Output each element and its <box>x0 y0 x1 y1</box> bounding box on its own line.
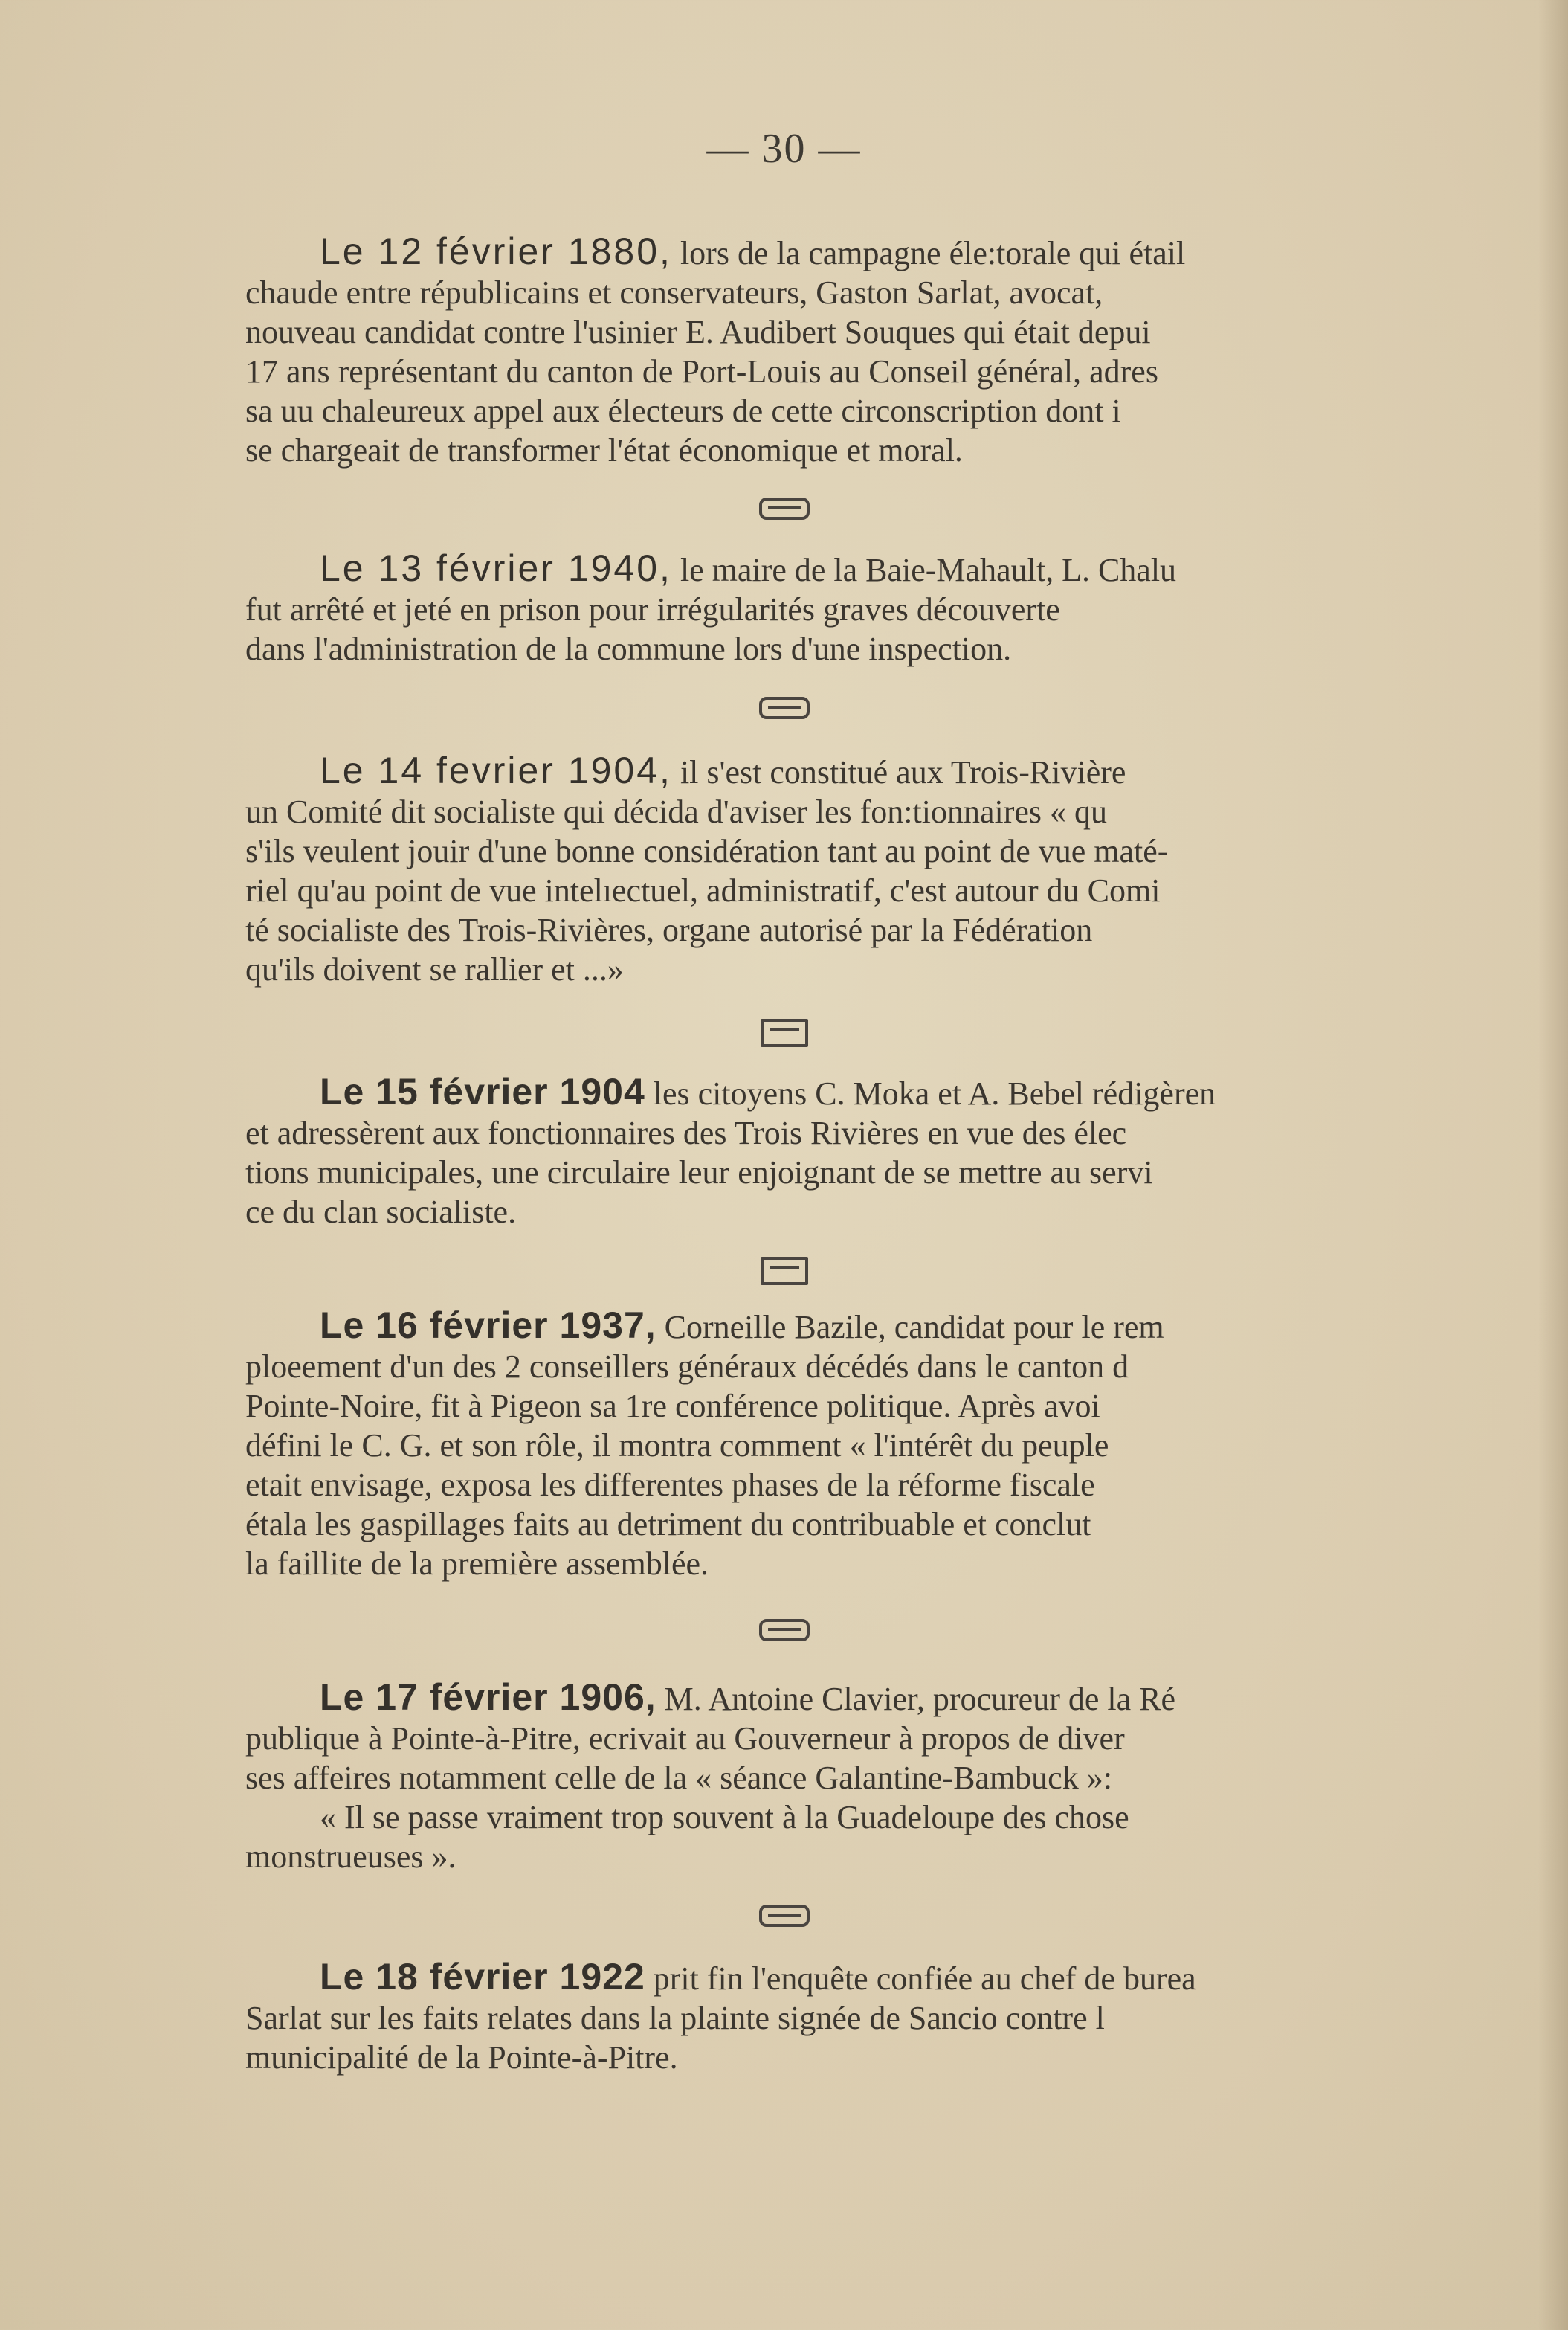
ornament-divider <box>0 1904 1568 1934</box>
entry-line: ploeement d'un des 2 conseillers généraux décédés dans le canton d <box>245 1348 1129 1385</box>
entry-line: riel qu'au point de vue intelıectuel, administratif, c'est autour du Comi <box>245 872 1161 909</box>
entry-line: M. Antoine Clavier, procureur de la Ré <box>664 1681 1176 1717</box>
entry-14-fevrier <box>245 751 1568 989</box>
entry-lead-date: Le 14 fevrier 1904, <box>320 751 672 791</box>
entry-13-fevrier <box>245 549 1568 669</box>
ornament-divider <box>0 1019 1568 1054</box>
entry-line: la faillite de la première assemblée. <box>245 1545 709 1582</box>
entry-line: il s'est constitué aux Trois-Rivière <box>680 754 1126 791</box>
entry-line: s'ils veulent jouir d'une bonne considération tant au point de vue maté- <box>245 833 1169 869</box>
ornament-divider <box>0 1618 1568 1648</box>
entry-lead-date: Le 13 février 1940, <box>320 549 672 589</box>
entry-line: Pointe-Noire, fit à Pigeon sa 1re conférence politique. Après avoi <box>245 1388 1100 1424</box>
entry-line: chaude entre républicains et conservateurs, Gaston Sarlat, avocat, <box>245 274 1103 311</box>
entry-line: ce du clan socialiste. <box>245 1194 517 1230</box>
entry-lead-date: Le 17 février 1906, <box>320 1678 656 1718</box>
page-number: — 30 — <box>706 126 862 172</box>
entry-line: « Il se passe vraiment trop souvent à la Guadeloupe des chose <box>320 1799 1129 1835</box>
entry-line: étala les gaspillages faits au detriment du contribuable et conclut <box>245 1506 1091 1542</box>
entry-line: les citoyens C. Moka et A. Bebel rédigèren <box>653 1075 1216 1112</box>
entry-line: fut arrêté et jeté en prison pour irrégularités graves découverte <box>245 591 1060 628</box>
entry-12-fevrier <box>245 232 1568 470</box>
ornament-divider <box>0 696 1568 726</box>
entry-line: qu'ils doivent se rallier et ...» <box>245 951 624 988</box>
entry-line: municipalité de la Pointe-à-Pitre. <box>245 2039 678 2076</box>
entry-line: monstrueuses ». <box>245 1838 456 1875</box>
entry-line: 17 ans représentant du canton de Port-Louis au Conseil général, adres <box>245 353 1158 390</box>
entry-line: dans l'administration de la commune lors d'une inspection. <box>245 631 1012 667</box>
entry-line: nouveau candidat contre l'usinier E. Audibert Souques qui était depui <box>245 314 1151 350</box>
entry-line: ses affeires notamment celle de la « séance Galantine-Bambuck »: <box>245 1760 1112 1796</box>
entry-line: et adressèrent aux fonctionnaires des Trois Rivières en vue des élec <box>245 1115 1127 1151</box>
entry-line: un Comité dit socialiste qui décida d'aviser les fon:tionnaires « qu <box>245 794 1108 830</box>
entry-17-fevrier <box>245 1678 1568 1876</box>
entry-line: Sarlat sur les faits relates dans la plainte signée de Sancio contre l <box>245 2000 1105 2036</box>
entry-line: té socialiste des Trois-Rivières, organe autorisé par la Fédération <box>245 912 1093 948</box>
entry-line: etait envisage, exposa les differentes phases de la réforme fiscale <box>245 1467 1095 1503</box>
entry-line: défini le C. G. et son rôle, il montra comment « l'intérêt du peuple <box>245 1427 1109 1464</box>
entry-lead-date: Le 18 février 1922 <box>320 1957 645 1998</box>
entry-line: Corneille Bazile, candidat pour le rem <box>664 1309 1164 1345</box>
entry-line: prit fin l'enquête confiée au chef de burea <box>653 1960 1196 1997</box>
ornament-divider <box>0 497 1568 527</box>
entry-line: le maire de la Baie-Mahault, L. Chalu <box>680 552 1177 588</box>
entry-lead-date: Le 16 février 1937, <box>320 1306 656 1346</box>
entry-lead-date: Le 12 février 1880, <box>320 232 672 272</box>
entry-lead-date: Le 15 février 1904 <box>320 1072 645 1113</box>
ornament-divider <box>0 1257 1568 1292</box>
entry-line: tions municipales, une circulaire leur enjoignant de se mettre au servi <box>245 1154 1153 1191</box>
page-edge-shadow <box>1538 0 1568 2330</box>
entry-15-fevrier <box>245 1072 1568 1232</box>
entry-16-fevrier <box>245 1306 1568 1583</box>
entry-line: publique à Pointe-à-Pitre, ecrivait au Gouverneur à propos de diver <box>245 1720 1125 1757</box>
entry-18-fevrier <box>245 1957 1568 2077</box>
entry-line: sa uu chaleureux appel aux électeurs de cette circonscription dont i <box>245 393 1121 429</box>
entry-line: se chargeait de transformer l'état économique et moral. <box>245 432 963 469</box>
entry-line: lors de la campagne éle:torale qui étail <box>680 235 1186 271</box>
